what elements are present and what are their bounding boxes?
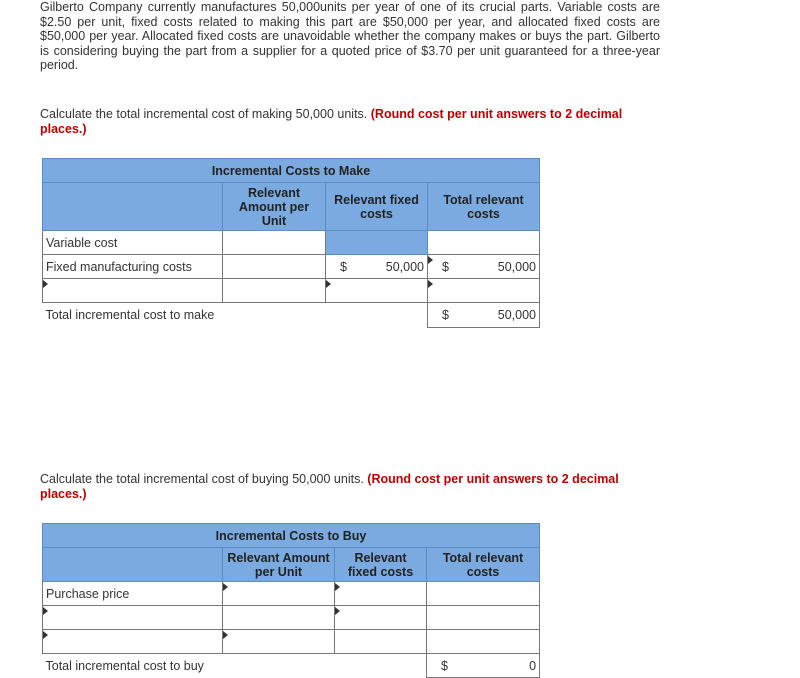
currency-symbol: $ [442,308,449,322]
dropdown-marker-icon [43,280,48,288]
buy-total-blank [223,654,335,678]
dropdown-marker-icon [335,607,340,615]
make-variable-unit-input[interactable] [223,231,326,255]
dropdown-marker-icon [428,280,433,288]
make-variable-fixed-cell [326,231,428,255]
buy-row-label: Purchase price [43,582,223,606]
buy-blank2-fixed-input[interactable] [335,630,427,654]
make-header-blank [43,183,223,231]
make-fixed-unit-input[interactable] [223,255,326,279]
buy-col-total-header: Total relevant costs [427,548,540,582]
total-value: 0 [529,658,537,673]
make-row-label: Variable cost [43,231,223,255]
buy-row-purchase [43,582,540,606]
make-col-total-header: Total relevant costs [428,183,540,231]
dropdown-marker-icon [335,583,340,591]
make-question [40,107,665,137]
make-fixed-total-input[interactable] [428,255,540,279]
make-table [42,158,540,328]
make-row-blank [43,279,540,303]
buy-col-unit-header: Relevant Amount per Unit [223,548,335,582]
dropdown-marker-icon [223,631,228,639]
buy-blank2-unit-input[interactable] [223,630,335,654]
buy-purchase-fixed-input[interactable] [335,582,427,606]
make-table-title: Incremental Costs to Make [43,159,540,183]
make-row-fixed [43,255,540,279]
make-col-unit-header: Relevant Amount per Unit [223,183,326,231]
buy-blank2-total-input[interactable] [427,630,540,654]
input-value: 50,000 [497,259,537,274]
buy-row-total [43,654,540,678]
make-col-fixed-header: Relevant fixed costs [326,183,428,231]
dropdown-marker-icon [326,280,331,288]
make-blank-total-input[interactable] [428,279,540,303]
buy-purchase-total-input[interactable] [427,582,540,606]
make-variable-total-input[interactable] [428,231,540,255]
total-value: 50,000 [497,308,537,322]
make-total-label: Total incremental cost to make [43,303,223,328]
make-row-variable [43,231,540,255]
dropdown-marker-icon [223,583,228,591]
dropdown-marker-icon [428,256,433,264]
make-blank-fixed-input[interactable] [326,279,428,303]
buy-blank1-total-input[interactable] [427,606,540,630]
make-row-label-input[interactable] [43,279,223,303]
buy-col-fixed-header: Relevant fixed costs [335,548,427,582]
make-instruction: (Round cost per unit answers to 2 decimal places.) [40,107,623,136]
currency-symbol: $ [442,259,449,274]
buy-purchase-unit-input[interactable] [223,582,335,606]
dropdown-marker-icon [43,607,48,615]
buy-question [40,472,665,502]
buy-header-blank [43,548,223,582]
buy-blank1-fixed-input[interactable] [335,606,427,630]
problem-statement: Gilberto Company currently manufactures 50,000units per year of one of its crucial parts. Variable costs are $2.50 per unit, fixed costs related to making this part are $50,000 per year, and allocated fixed costs are $50,000 per year. Allocated fixed costs are unavoidable whether the company makes or buys the part. Gilberto is considering buying the part from a supplier for a quoted price of $3.70 per unit guaranteed for a three-year period. [40,0,660,73]
make-blank-unit-input[interactable] [223,279,326,303]
buy-table-title: Incremental Costs to Buy [43,524,540,548]
currency-symbol: $ [441,658,448,673]
make-question-text: Calculate the total incremental cost of making 50,000 units. [40,107,368,121]
buy-row-label-input[interactable] [43,606,223,630]
buy-instruction: (Round cost per unit answers to 2 decimal places.) [40,472,619,501]
buy-question-text: Calculate the total incremental cost of buying 50,000 units. [40,472,364,486]
buy-table [42,523,540,678]
make-total-blank [223,303,326,328]
buy-row-blank-2 [43,630,540,654]
buy-row-label-input[interactable] [43,630,223,654]
input-value: 50,000 [385,259,424,274]
dropdown-marker-icon [43,631,48,639]
buy-total-value [427,654,540,678]
make-fixed-fixed-input[interactable] [326,255,428,279]
buy-blank1-unit-input[interactable] [223,606,335,630]
buy-total-blank [335,654,427,678]
buy-total-label: Total incremental cost to buy [43,654,223,678]
make-row-label: Fixed manufacturing costs [43,255,223,279]
buy-row-blank-1 [43,606,540,630]
currency-symbol: $ [340,259,347,274]
make-row-total [43,303,540,328]
make-total-blank [326,303,428,328]
make-total-value [428,303,540,328]
